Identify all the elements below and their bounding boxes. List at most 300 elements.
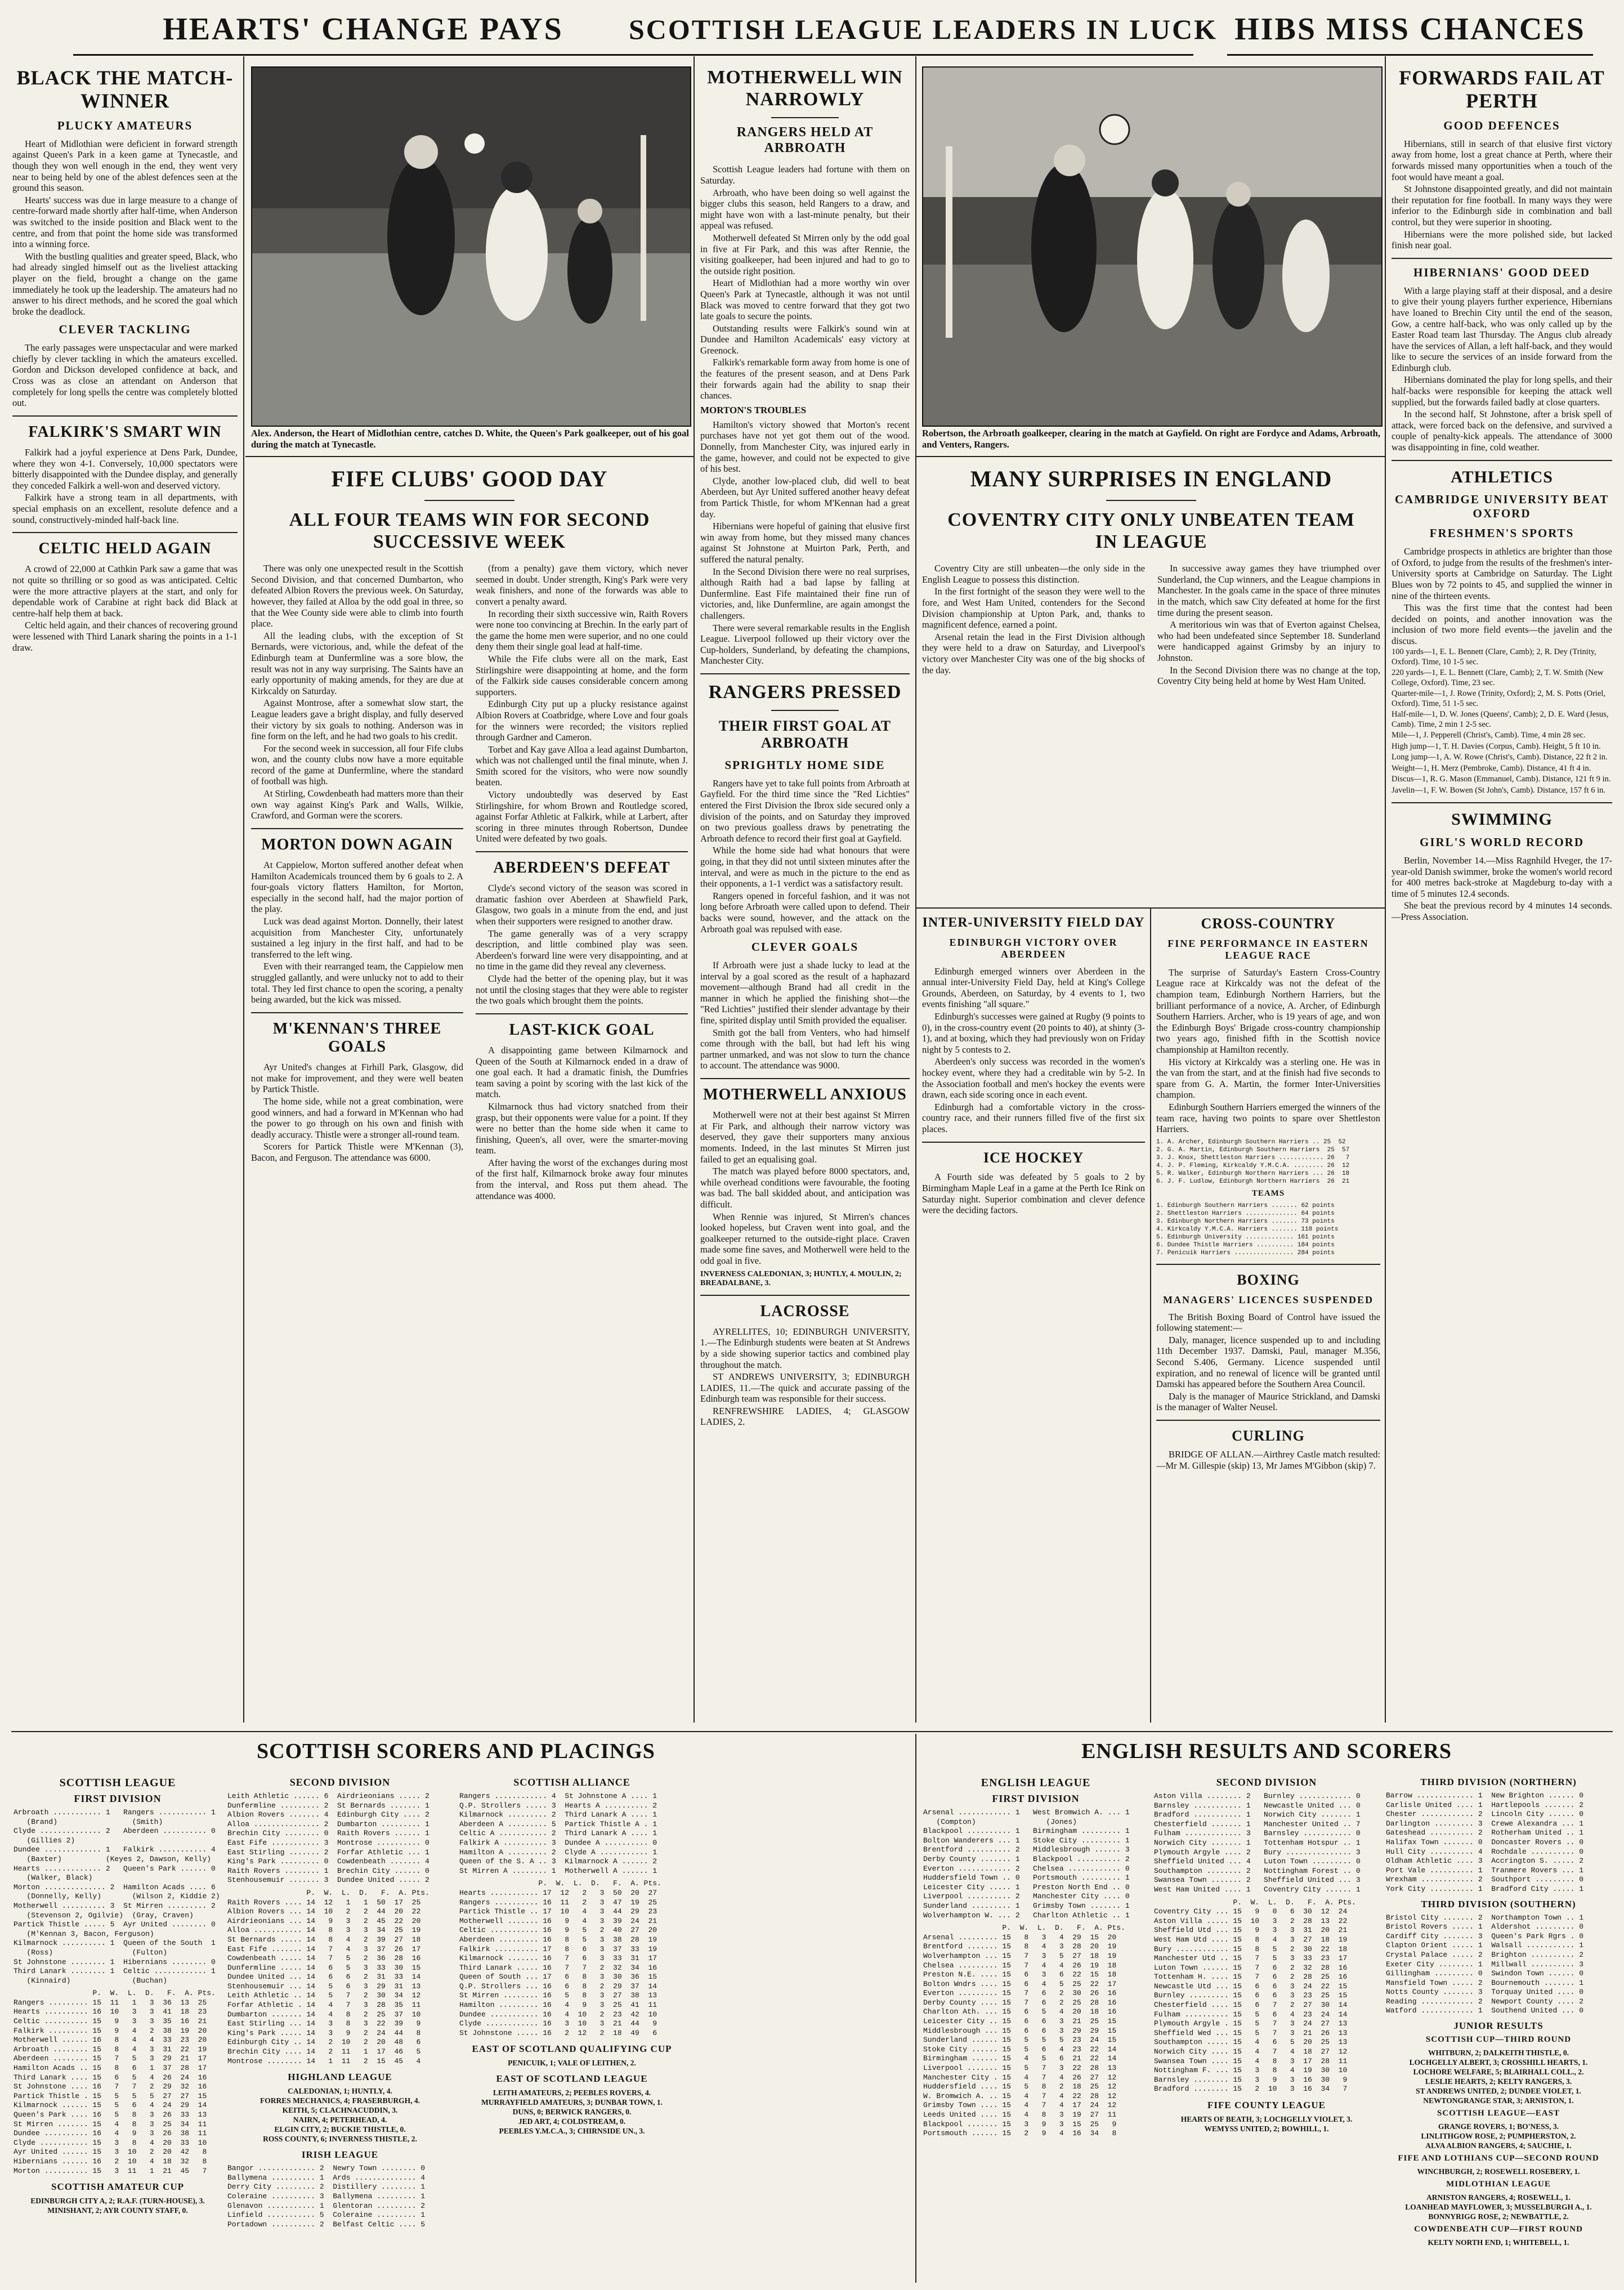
result-line: Barnsley ........... 1 Newcastle United ... 0 [1154, 1801, 1361, 1810]
result-line: Glenavon ........... 1 Glentoran ......... 2 [227, 2201, 426, 2210]
result-line: Partick Thistle ..... 5 Ayr United ........ 0 [14, 1920, 216, 1929]
fife-headline-2: ALL FOUR TEAMS WIN FOR SECOND SUCCESSIVE WEEK [289, 509, 650, 553]
col1-para: Celtic held again, and their chances of recovering ground were lessened with Third Lanark sharing the points in a 1-1 draw. [12, 620, 238, 653]
scorers-col-1 [14, 1773, 222, 2283]
result-line: Liverpool .......... 2 Manchester City .... 0 [923, 1892, 1130, 1901]
scorers-headline: SCOTTISH SCORERS AND PLACINGS [257, 1739, 655, 1763]
crosscountry-section [1156, 913, 1380, 1724]
result-line: LOCHGELLY ALBERT, 3; CROSSHILL HEARTS, 1. [1409, 2058, 1588, 2067]
headline-divider [771, 117, 839, 118]
result-line: Q.P. Strollers ..... 3 Hearts A .......... 2 [459, 1801, 657, 1810]
table-row: Third Lanark ..... 16 7 7 2 32 34 16 [459, 1963, 657, 1972]
anxious-para: When Rennie was injured, St Mirren's chances looked hopeless, but Craven went into goal, and the goalkeeper returned to the outside-right place. Craven made some fine saves, and Motherwell were held to the odd goal in five. [700, 1211, 910, 1266]
headline-divider [771, 710, 839, 711]
aberdeen-para: The game generally was of a very scrappy description, and little combined play was seen. Aberdeen's forward line were very disappointing, and at no time in the game did they reveal any cleverness. [476, 928, 688, 972]
result-line: Swansea Town ....... 2 Sheffield United ... 3 [1154, 1876, 1361, 1885]
motherwell-para: Scottish League leaders had fortune with them on Saturday. [700, 164, 910, 186]
midlothian-label: MIDLOTHIAN LEAGUE [1446, 2180, 1551, 2189]
highland-league-results [227, 2086, 453, 2144]
morton-headline: MORTON DOWN AGAIN [261, 835, 453, 853]
lacrosse-para: ST ANDREWS UNIVERSITY, 3; EDINBURGH LADIES, 11.—The quick and accurate passing of the Edinburgh team was responsible for their success. [700, 1371, 910, 1405]
scorers-col-3 [459, 1773, 685, 2283]
crosscountry-team-line: 7. Penicuik Harriers ................ 284 points [1156, 1249, 1335, 1256]
result-line: West Ham United .... 1 Coventry City ...... 1 [1154, 1885, 1361, 1894]
table-row: Coventry City ... 15 9 0 6 30 12 24 [1154, 1907, 1348, 1916]
table-row: Chesterfield .... 15 6 7 2 27 30 14 [1154, 2001, 1348, 2010]
table-row: Cowdenbeath ..... 14 7 5 2 36 28 16 [227, 1954, 421, 1963]
col6-subhead-2: HIBERNIANS' GOOD DEED [1413, 265, 1590, 279]
result-line: LOCHORE WELFARE, 5; BLAIRHALL COLL., 2. [1413, 2068, 1584, 2077]
result-line: LOANHEAD MAYFLOWER, 3; MUSSELBURGH A., 1. [1405, 2203, 1592, 2212]
third-north-label: THIRD DIVISION (NORTHERN) [1420, 1777, 1577, 1787]
result-line: Watford ............ 1 Southend United ... 0 [1386, 2006, 1584, 2015]
result-line: Derry City ......... 2 Distillery ........ 1 [227, 2182, 426, 2191]
table-row: St Mirren ....... 15 4 8 3 25 34 11 [14, 2119, 207, 2128]
athletics-result-line: Discus—1, R. G. Mason (Emmanuel, Camb). Distance, 121 ft 9 in. [1392, 775, 1611, 784]
result-line: Everton ............ 2 Chelsea ............ 0 [923, 1864, 1130, 1873]
morton-para: At Cappielow, Morton suffered another defeat when Hamilton Academicals trounced them by 6 goals to 2. A four-goals victory flatters Hamilton, for Morton, especially in the second half, had the major portion of the play. [251, 860, 463, 915]
pressed-headline-2: THEIR FIRST GOAL AT ARBROATH [718, 718, 892, 751]
table-row: Falkirk ......... 15 9 4 2 38 19 20 [14, 2026, 207, 2035]
table-row: Birmingham ...... 15 4 5 6 21 22 14 [923, 2054, 1117, 2063]
table-row: Portsmouth ...... 15 2 9 4 16 34 8 [923, 2129, 1117, 2138]
result-line: Fulham ............. 3 Barnsley ........... 0 [1154, 1829, 1361, 1838]
result-line: Oldham Athletic .... 3 Accrington S. ..... 2 [1386, 1857, 1584, 1866]
table-row: East Fife ....... 14 7 4 3 37 26 17 [227, 1944, 421, 1953]
result-line: Albion Rovers ....... 4 Edinburgh City .... 2 [227, 1810, 430, 1819]
match-photo-tynecastle [251, 66, 691, 427]
motherwell-para: Clyde, another low-placed club, did well to beat Aberdeen, but Ayr United suffered another heavy defeat from Partick Thistle, for whom M'Kennan had a great day. [700, 475, 910, 520]
table-row: Motherwell ...... 16 8 4 4 33 23 20 [14, 2036, 207, 2045]
table-row: Third Lanark .... 15 6 5 4 26 24 16 [14, 2073, 207, 2082]
boxing-para: Daly, manager, licence suspended up to and including 11th December 1937. Damski, Paul, manager M.356, Second S.406, Germany. Licence suspended until expiration, and no renewal of licence will be granted until Damski has appeared before the Southern Area Council. [1156, 1334, 1380, 1390]
result-line: (Donnelly, Kelly) (Wilson 2, Kiddie 2) [14, 1892, 220, 1901]
crosscountry-para: His victory at Kirkcaldy was a sterling one. He was in the van from the start, and at the finish had five seconds to spare from G. A. Martin, the former Inter-Universities champion. [1156, 1056, 1380, 1101]
table-row: Albion Rovers ... 14 10 2 2 44 20 22 [227, 1907, 421, 1916]
column-rule [915, 1734, 916, 2283]
result-line: Clyde .............. 2 Aberdeen .......... 0 [14, 1827, 216, 1836]
pressed-subhead: SPRIGHTLY HOME SIDE [724, 758, 885, 772]
lacrosse-headline: LACROSSE [760, 1302, 850, 1320]
result-line: LESLIE HEARTS, 2; KELTY RANGERS, 3. [1425, 2077, 1572, 2086]
result-line: Carlisle United .... 1 Hartlepools ....... 2 [1386, 1800, 1584, 1809]
photo-2-caption: Robertson, the Arbroath goalkeeper, clearing in the match at Gayfield. On right are Fordyce and Adams, Arbroath, and Venters, Rangers. [922, 428, 1380, 450]
pressed-para: Rangers opened in forceful fashion, and it was not long before Arbroath were called upon to defend. Their backs were sound, however, and the attack on the Arbroath goal was repulsed with ease. [700, 890, 910, 934]
result-line: JED ART, 4; COLDSTREAM, 0. [518, 2117, 626, 2126]
athletics-result-line: Javelin—1, F. W. Bowen (St John's, Camb). Distance, 157 ft 6 in. [1392, 785, 1606, 795]
result-line: ST ANDREWS UNITED, 2; DUNDEE VIOLET, 1. [1416, 2087, 1581, 2096]
english-col-2 [1154, 1773, 1379, 2283]
result-line: Aberdeen A ......... 5 Partick Thistle A . 1 [459, 1819, 657, 1828]
result-line: (M'Kennan 3, Bacon, Ferguson) [14, 1929, 154, 1938]
mkennan-headline: M'KENNAN'S THREE GOALS [272, 1019, 442, 1055]
table-row: Falkirk .......... 17 8 6 3 37 33 19 [459, 1944, 657, 1953]
table-row: Bolton Wndrs .... 15 6 4 5 25 22 17 [923, 1979, 1117, 1988]
cowdenbeath-cup-label: COWDENBEATH CUP—FIRST ROUND [1414, 2225, 1583, 2234]
pressed-para: While the home side had what honours that were going, in that they did not until sixteen minutes after the interval, and were as much in the picture to the end as their opponents, a 1-1 verdict was a satisfactory result. [700, 845, 910, 889]
swimming-para: She beat the previous record by 4 minutes 14 seconds.—Press Association. [1392, 900, 1612, 922]
athletics-result-line: Quarter-mile—1, J. Rowe (Trinity, Oxford); 2, M. S. Potts (Oriel, Oxford). Time, 51 1-5 sec. [1392, 689, 1606, 708]
col1-para: Heart of Midlothian were deficient in forward strength against Queen's Park in a keen game at Tynecastle, and though they won well enough in the end, they went very near to being held by one of the ablest defences seen at the ground this season. [12, 138, 238, 194]
table-row: Wolverhampton ... 15 7 3 5 27 18 19 [923, 1951, 1117, 1960]
result-line: Leith Athletic ...... 6 Airdrieonians ..... 2 [227, 1792, 430, 1800]
east-league-label: EAST OF SCOTLAND LEAGUE [496, 2073, 648, 2085]
result-line: Southampton ........ 2 Nottingham Forest .. 0 [1154, 1866, 1361, 1875]
table-row: West Ham Utd .... 15 8 4 3 27 18 19 [1154, 1935, 1348, 1944]
result-line: Wrexham ............ 2 Southport ......... 0 [1386, 1875, 1584, 1884]
fife-para: In recording their sixth successive win, Raith Rovers were none too convincing at Brechin. In the early part of the game the home men were superior, and no one could deny them their single goal lead at half-time. [476, 608, 688, 652]
table-row: St Bernards ..... 14 8 4 2 39 27 18 [227, 1935, 421, 1944]
result-line: Wolverhampton W. ... 2 Charlton Athletic .. 1 [923, 1911, 1130, 1920]
table-row: Grimsby Town .... 15 4 7 4 17 24 12 [923, 2101, 1117, 2110]
crosscountry-teams [1156, 1202, 1380, 1257]
england-body [922, 563, 1380, 688]
table-row: East Stirling ... 14 3 8 3 22 39 9 [227, 2019, 421, 2028]
result-line: Chesterfield ....... 1 Manchester United .. 7 [1154, 1819, 1361, 1828]
motherwell-para: Falkirk's remarkable form away from home is one of the features of the present season, and at Dens Park their forwards again had the ability to snap their chances. [700, 357, 910, 401]
result-line: MURRAYFIELD AMATEURS, 3; DUNBAR TOWN, 1. [481, 2098, 663, 2107]
athletics-subhead-2: FRESHMEN'S SPORTS [1429, 526, 1574, 540]
boxing-para: The British Boxing Board of Control have issued the following statement:— [1156, 1311, 1380, 1334]
fife-para: While the Fife clubs were all on the mark, East Stirlingshire were disappointing at home, and the form of the Falkirk side causes considerable concern among supporters. [476, 653, 688, 697]
divider [700, 1295, 910, 1296]
result-line: Crystal Palace ..... 2 Brighton .......... 2 [1386, 1950, 1584, 1959]
morton-para: Even with their rearranged team, the Cappielow men struggled gallantly, and were unlucky not to add to their total. They led first chance to open the scoring, a penalty being awarded, but the kick was missed. [251, 961, 463, 1005]
result-line: (Compton) (Jones) [923, 1817, 1077, 1826]
result-line: East Stirling ....... 2 Forfar Athletic ... 1 [227, 1848, 430, 1857]
table-row: Hearts .......... 16 10 3 3 41 18 23 [14, 2007, 207, 2016]
table-row: W. Bromwich A. .. 15 4 7 4 22 28 12 [923, 2091, 1117, 2100]
table-row: Aston Villa ..... 15 10 3 2 28 13 22 [1154, 1916, 1348, 1925]
result-line: BONNYRIGG ROSE, 2; NEWBATTLE, 2. [1428, 2212, 1569, 2221]
result-line: Linfield ........... 5 Coleraine ......... 1 [227, 2211, 426, 2220]
headline-divider [424, 500, 515, 501]
result-line: Falkirk A .......... 3 Dundee A .......... 0 [459, 1838, 657, 1847]
result-line: Brentford .......... 2 Middlesbrough ...... 3 [923, 1845, 1130, 1854]
result-line: KELTY NORTH END, 1; WHITEBELL, 1. [1428, 2238, 1569, 2247]
east-qualifying-label: EAST OF SCOTLAND QUALIFYING CUP [472, 2043, 672, 2055]
second-division-table [227, 1898, 453, 2067]
table-row: Edinburgh City .. 14 2 10 2 20 48 6 [227, 2038, 421, 2047]
col1-headline: BLACK THE MATCH-WINNER [16, 66, 234, 113]
table-row: Middlesbrough ... 15 6 6 3 29 29 15 [923, 2026, 1117, 2035]
result-line: Gillingham ......... 0 Swindon Town ...... 0 [1386, 1969, 1584, 1978]
motherwell-para: Motherwell defeated St Mirren only by the odd goal in five at Fir Park, and this was after Rennie, the visiting goalkeeper, had been injured and had to go to the outside right position. [700, 232, 910, 276]
junior-sub-label: SCOTTISH CUP—THIRD ROUND [1425, 2035, 1572, 2045]
result-line: Bristol Rovers ..... 1 Aldershot ......... 0 [1386, 1922, 1584, 1931]
english-col-3 [1386, 1773, 1611, 2283]
fife-body [251, 563, 688, 1202]
result-line: Kilmarnock ......... 2 Third Lanark A .... 1 [459, 1810, 657, 1819]
table-row: Motherwell ....... 16 9 4 3 39 24 21 [459, 1916, 657, 1925]
table-row: Luton Town ...... 15 7 6 2 32 28 16 [1154, 1963, 1348, 1972]
table-row: Huddersfield .... 15 5 8 2 18 25 12 [923, 2082, 1117, 2091]
table-row: Bradford ........ 15 2 10 3 16 34 7 [1154, 2085, 1348, 2094]
crosscountry-result-line: 3. J. Knox, Shettleston Harriers ............ 26 7 [1156, 1154, 1350, 1161]
east-junior-results [1386, 2122, 1611, 2150]
alliance-label: SCOTTISH ALLIANCE [513, 1777, 630, 1788]
motherwell-para: There were several remarkable results in the English League. Liverpool followed up their victory over the Cup-holders, Sunderland, by defeating the champions, Manchester City. [700, 622, 910, 667]
divider [700, 1078, 910, 1079]
table-row: St Johnstone ..... 16 2 12 2 18 49 6 [459, 2028, 657, 2037]
result-line: LINLITHGOW ROSE, 2; PUMPHERSTON, 2. [1421, 2132, 1576, 2141]
crosscountry-team-line: 3. Edinburgh Northern Harriers ....... 73 points [1156, 1218, 1335, 1225]
result-line: Aston Villa ........ 2 Burnley ............ 0 [1154, 1792, 1361, 1800]
divider [251, 828, 463, 829]
england-para: Arsenal retain the lead in the First Division although they were held to a draw on Saturday, and Liverpool's victory over Manchester City was one of the big shocks of the day. [922, 631, 1145, 676]
motherwell-para: Hamilton's victory showed that Morton's recent purchases have not yet got them out of the wood. Donnelly, from Manchester City, was injured early in the game, however, and could not be expected to give of his best. [700, 419, 910, 475]
english-first-table-head: P. W. L. D. F. A. Pts. [923, 1924, 1125, 1933]
section-rule [11, 1731, 1613, 1732]
table-row: Clyde ........... 15 3 8 4 20 33 10 [14, 2138, 207, 2147]
result-line: Norwich City ....... 1 Tottenham Hotspur .. 1 [1154, 1838, 1361, 1847]
table-row: Leith Athletic .. 14 5 7 2 30 34 12 [227, 1991, 421, 2000]
icehockey-headline: ICE HOCKEY [983, 1149, 1084, 1166]
athletics-result-line: Mile—1, J. Pepperell (Christ's, Camb). Time, 4 min 28 sec. [1392, 731, 1586, 740]
result-line: DUNS, 0; BERWICK RANGERS, 0. [512, 2108, 632, 2117]
result-line: Third Lanark ........ 1 Celtic ............ 1 [14, 1967, 216, 1976]
crosscountry-result-line: 2. G. A. Martin, Edinburgh Southern Harriers 25 57 [1156, 1146, 1350, 1153]
table-row: Airdrieonians ... 14 9 3 2 45 22 20 [227, 1916, 421, 1925]
table-row: Kilmarnock ....... 16 7 6 3 33 31 17 [459, 1954, 657, 1963]
fife-para: At Stirling, Cowdenbeath had matters more than their own way against King's Park and Walls, Wilkie, Crawford, and Gorman were the scorers. [251, 788, 463, 821]
result-line: Darlington ......... 3 Crewe Alexandra ... 1 [1386, 1819, 1584, 1828]
mkennan-para: The home side, while not a great combination, were good winners, and had a forward in M'Kennan who had the power to go through on his own and finish with deadly accuracy. Thistle were a stronger all-round team. [251, 1095, 463, 1140]
col6-subhead: GOOD DEFENCES [1443, 118, 1560, 132]
table-row: King's Park ..... 14 3 9 2 24 44 8 [227, 2028, 421, 2037]
result-line: Brechin City ........ 0 Raith Rovers ...... 1 [227, 1829, 430, 1838]
curling-headline: CURLING [1232, 1428, 1305, 1444]
banner-left-text: HEARTS' CHANGE PAYS [163, 12, 563, 47]
crosscountry-headline: CROSS-COUNTRY [1201, 915, 1336, 932]
anxious-footer: INVERNESS CALEDONIAN, 3; HUNTLY, 4. MOULIN, 2; BREADALBANE, 3. [700, 1269, 902, 1287]
fife-col-b [476, 563, 688, 1202]
table-row: Charlton Ath. ... 15 6 5 4 20 18 16 [923, 2007, 1117, 2016]
fife-para: Edinburgh City put up a plucky resistance against Albion Rovers at Coatbridge, where Love and four goals for the winners were recorded; the visitors replied through Gardner and Cameron. [476, 699, 688, 743]
result-line: Raith Rovers ........ 1 Brechin City ...... 0 [227, 1866, 430, 1875]
result-line: ALVA ALBION RANGERS, 4; SAUCHIE, 1. [1425, 2141, 1572, 2150]
col1-para: Hearts' success was due in large measure to a change of centre-forward made shortly after half-time, when Anderson was switched to the inside position and Black went to the centre, and from that point the home side was transformed into a winning force. [12, 194, 238, 250]
english-second-results [1154, 1792, 1379, 1895]
result-line: KEITH, 5; CLACHNACUDDIN, 3. [282, 2106, 398, 2115]
result-line: Arbroath ........... 1 Rangers ........... 1 [14, 1808, 216, 1817]
pressed-para: If Arbroath were just a shade lucky to lead at the interval by a goal scored as the result of a haphazard movement—although Brand had all credit in the manner in which he applied the finishing shot—the "Red Lichties" justified their slender advantage by their fine, spirited display until Smith provided the equaliser. [700, 960, 910, 1026]
divider [12, 532, 238, 533]
result-line: NEWTONGRANGE STAR, 3; ARNISTON, 1. [1423, 2096, 1574, 2105]
fife-cup-label: FIFE AND LOTHIANS CUP—SECOND ROUND [1398, 2154, 1599, 2163]
result-line: King's Park ......... 0 Cowdenbeath ....... 4 [227, 1857, 430, 1866]
second-division-table-head: P. W. L. D. F. A. Pts. [227, 1888, 430, 1897]
england-para: In successive away games they have triumphed over Sunderland, the Cup winners, and the League champions in Manchester. In the goals came in the space of three minutes in the match, which saw City defeated at home for the first time during the present season. [1157, 563, 1380, 618]
interuni-para: Edinburgh had a comfortable victory in the cross-country race, and their runners filled five of the first six places. [922, 1101, 1145, 1134]
interuni-para: Edinburgh emerged winners over Aberdeen in the annual inter-University Field Day, held at King's College Grounds, Aberdeen, on Saturday, by 4 events to 1, two events finishing "all square." [922, 965, 1145, 1010]
result-line: WINCHBURGH, 2; ROSEWELL ROSEBERY, 1. [1417, 2167, 1580, 2176]
england-para: In the Second Division there was no change at the top, Coventry City being held at home by West Ham United. [1157, 664, 1380, 687]
match-photo-gayfield [922, 66, 1383, 427]
crosscountry-subhead: FINE PERFORMANCE IN EASTERN LEAGUE RACE [1167, 937, 1369, 961]
pressed-subhead-2: CLEVER GOALS [751, 940, 859, 954]
result-line: Port Vale .......... 1 Tranmere Rovers ... 1 [1386, 1866, 1584, 1875]
table-row: Dundee .......... 16 4 9 3 26 38 11 [14, 2129, 207, 2138]
table-row: Plymouth Argyle . 15 5 7 3 24 27 13 [1154, 2019, 1348, 2028]
result-line: Mansfield Town ..... 2 Bournemouth ....... 1 [1386, 1978, 1584, 1987]
result-line: Notts County ....... 3 Torquay United .... 0 [1386, 1988, 1584, 1997]
crosscountry-result-line: 4. J. P. Fleming, Kirkcaldy Y.M.C.A. ........ 26 12 [1156, 1162, 1350, 1169]
athletics-para: This was the first time that the contest had been decided on points, and another innovation was the inclusion of two more field events—the javelin and the discus. [1392, 602, 1612, 646]
banner-center [628, 5, 1218, 56]
fife-county-results [1154, 2114, 1379, 2134]
column-rule [1385, 56, 1386, 1723]
fife-para: Victory undoubtedly was deserved by East Stirlingshire, for whom Brown and Routledge scored, against Forfar Athletic at Falkirk, while at Larbert, after scoring in three minutes through Robertson, Dundee United were defeated by two goals. [476, 789, 688, 844]
table-row: Arsenal ......... 15 8 3 4 29 15 20 [923, 1933, 1117, 1942]
cowdenbeath-cup-results [1386, 2238, 1611, 2247]
table-row: Manchester City . 15 4 7 4 26 27 12 [923, 2073, 1117, 2082]
result-line: Chester ............ 2 Lincoln City ...... 0 [1386, 1810, 1584, 1819]
irish-league-results [227, 2164, 453, 2229]
result-line: Sunderland ......... 1 Grimsby Town ....... 1 [923, 1901, 1130, 1910]
table-row: Brentford ....... 15 8 4 3 28 20 19 [923, 1942, 1117, 1951]
table-row: St Mirren ........ 16 5 8 3 27 38 13 [459, 1991, 657, 2000]
column-rule [243, 56, 244, 1723]
column-3 [700, 62, 910, 1728]
mkennan-para: Scorers for Partick Thistle were M'Kennan (3), Bacon, and Ferguson. The attendance was 6000. [251, 1141, 463, 1163]
table-row: Fulham .......... 15 5 6 4 23 24 14 [1154, 2010, 1348, 2019]
irish-league-label: IRISH LEAGUE [301, 2149, 379, 2161]
table-row: Stoke City ...... 15 5 6 4 23 22 14 [923, 2045, 1117, 2054]
table-row: Morton .......... 15 3 11 1 21 45 7 [14, 2166, 207, 2175]
athletics-result-line: Half-mile—1, D. W. Jones (Queens', Camb); 2, D. E. Ward (Jesus, Camb). Time, 2 min 1 2-5 sec. [1392, 710, 1609, 729]
mkennan-para: Ayr United's changes at Firhill Park, Glasgow, did not make for improvement, and they were well beaten by Partick Thistle. [251, 1062, 463, 1095]
junior-label: JUNIOR RESULTS [1453, 2020, 1544, 2032]
table-row: Partick Thistle .. 17 10 4 3 44 29 23 [459, 1907, 657, 1916]
section-rule [916, 456, 1385, 457]
result-line: Barrow ............. 1 New Brighton ...... 0 [1386, 1791, 1584, 1800]
result-line: Plymouth Argyle .... 2 Bury ............... 3 [1154, 1848, 1361, 1857]
athletics-result-line: Weight—1, H. Merz (Pembroke, Camb). Distance, 41 ft 4 in. [1392, 763, 1591, 773]
table-row: Dundee ........... 16 4 10 2 23 42 10 [459, 2010, 657, 2019]
english-first-table [923, 1933, 1148, 2139]
table-row: Derby County .... 15 7 6 2 25 28 16 [923, 1998, 1117, 2007]
swimming-para: Berlin, November 14.—Miss Ragnhild Hveger, the 17-year-old Danish swimmer, broke the women's world record for 400 metres back-stroke at Magdeburg to-day with a time of 5 minutes 12.4 seconds. [1392, 855, 1612, 899]
table-row: Swansea Town .... 15 4 8 3 17 28 11 [1154, 2056, 1348, 2065]
result-line: Dundee ............. 1 Falkirk ........... 4 [14, 1845, 216, 1854]
result-line: (Ross) (Fulton) [14, 1948, 168, 1957]
athletics-para: Cambridge prospects in athletics are brighter than those of Oxford, to judge from the results of the freshmen's inter-University sports at Cambridge on Saturday. The Light Blues won by 72 points to 45, and supplied the winner in nine of the thirteen events. [1392, 546, 1612, 601]
col6-para: Hibernians were the more polished side, but lacked finish near goal. [1392, 229, 1612, 251]
result-line: Halifax Town ....... 0 Doncaster Rovers .. 0 [1386, 1837, 1584, 1846]
result-line: Bangor ............. 2 Newry Town ........ 0 [227, 2164, 426, 2173]
col6-para: Hibernians, still in search of that elusive first victory away from home, lost a great chance at Perth, where their forwards missed many opportunities when a touch of the foot would have meant a goal. [1392, 138, 1612, 182]
fife-para: There was only one unexpected result in the Scottish Second Division, and that concerned Dumbarton, who defeated Albion Rovers the previous week. On Saturday, however, they failed at Alloa by the odd goal in three, so that the Wee County side were able to climb into fourth place. [251, 563, 463, 629]
east-league-results [459, 2088, 685, 2136]
motherwell-headline: MOTHERWELL WIN NARROWLY [707, 67, 903, 110]
anxious-para: Motherwell were not at their best against St Mirren at Fir Park, and although their narrow victory was deserved, they gave their supporters many anxious moments. Indeed, in the last minutes St Mirren just failed to get an equalising goal. [700, 1110, 910, 1165]
section-rule [245, 456, 694, 457]
table-row: Leicester City .. 15 6 6 3 21 25 15 [923, 2017, 1117, 2026]
motherwell-para: Hibernians were hopeful of gaining that elusive first win away from home, but they missed many chances against St Johnstone at Muirton Park, Perth, and suffered the natural penalty. [700, 521, 910, 565]
result-line: FORRES MECHANICS, 4; FRASERBURGH, 4. [260, 2096, 420, 2105]
fife-para: Torbet and Kay gave Alloa a lead against Dumbarton, which was not challenged until the final minute, when J. Smith scored for the visitors, who were now soundly beaten. [476, 744, 688, 788]
highland-league-label: HIGHLAND LEAGUE [288, 2072, 392, 2083]
column-6 [1392, 62, 1612, 1728]
athletics-subhead: CAMBRIDGE UNIVERSITY BEAT OXFORD [1394, 493, 1609, 521]
scottish-league-label: SCOTTISH LEAGUE [59, 1777, 176, 1789]
crosscountry-para: Edinburgh Southern Harriers emerged the winners of the team race, having two points to spare over Shettleston Harriers. [1156, 1102, 1380, 1135]
lastkick-para: Kilmarnock thus had victory snatched from their grasp, but their opponents were value for a point. If they were no better than the home side when it came to finishing, Queen's, all over, were the smarter-moving team. [476, 1101, 688, 1156]
result-line: ARNISTON RANGERS, 4; ROSEWELL, 1. [1426, 2193, 1571, 2202]
divider [1156, 1264, 1380, 1265]
boxing-para: Daly is the manager of Maurice Strickland, and Damski is the manager of Walter Neusel. [1156, 1390, 1380, 1413]
crosscountry-result-line: 1. A. Archer, Edinburgh Southern Harriers .. 25 52 [1156, 1138, 1346, 1146]
table-row: Blackpool ....... 15 3 9 3 15 25 9 [923, 2119, 1117, 2128]
fife-section [251, 462, 688, 1723]
table-row: Celtic ........... 16 9 5 2 40 27 20 [459, 1926, 657, 1935]
result-line: Rangers ............ 4 St Johnstone A .... 1 [459, 1792, 657, 1800]
table-row: Leeds United .... 15 4 8 3 19 27 11 [923, 2110, 1117, 2119]
alliance-table [459, 1889, 685, 2038]
table-row: St Johnstone .... 16 7 7 2 29 32 16 [14, 2082, 207, 2091]
pressed-para: Smith got the ball from Venters, who had himself come through with the ball, but had left his wing partner unmarked, and was not slow to turn the chance to account. The attendance was 9000. [700, 1027, 910, 1071]
result-line: (Walker, Black) [14, 1873, 93, 1882]
table-row: Kilmarnock ...... 15 5 6 4 24 29 14 [14, 2101, 207, 2110]
col1-subhead-4: CELTIC HELD AGAIN [38, 540, 212, 558]
table-row: Q.P. Strollers ... 16 6 8 2 29 37 14 [459, 1982, 657, 1991]
divider [476, 851, 688, 852]
divider [1392, 258, 1612, 259]
crosscountry-result-line: 6. J. F. Ludlow, Edinburgh Northern Harriers 26 21 [1156, 1178, 1350, 1185]
photo-1-caption: Alex. Anderson, the Heart of Midlothian centre, catches D. White, the Queen's Park goalkeeper, out of his goal during the match at Tynecastle. [251, 428, 689, 450]
result-line: Coleraine .......... 3 Ballymena ......... 1 [227, 2192, 426, 2200]
crosscountry-team-line: 4. Kirkcaldy Y.M.C.A. Harriers ....... 118 points [1156, 1225, 1339, 1233]
motherwell-para: Outstanding results were Falkirk's sound win at Dundee and Hamilton Academicals' easy victory at Greenock. [700, 323, 910, 356]
crosscountry-team-line: 5. Edinburgh University ............. 161 points [1156, 1233, 1335, 1241]
alliance-results [459, 1792, 685, 1876]
english-second-division-label: SECOND DIVISION [1216, 1777, 1317, 1788]
table-row: Tottenham H. .... 15 7 6 2 28 25 16 [1154, 1973, 1348, 1982]
interuni-para: Aberdeen's only success was recorded in the women's hockey event, where they had a creditable win by 5-2. In the Association football and men's hockey the events were drawn, each side scoring once in each event. [922, 1056, 1145, 1101]
column-rule [915, 56, 916, 1723]
lastkick-para: A disappointing game between Kilmarnock and Queen of the South at Kilmarnock ended in a draw of one goal each. It had a dramatic finish, the Dumfries team saving a point by scoring with the last kick of the match. [476, 1044, 688, 1100]
result-line: HEARTS OF BEATH, 3; LOCHGELLY VIOLET, 3. [1180, 2115, 1353, 2123]
table-row: Celtic .......... 15 9 3 3 35 16 21 [14, 2017, 207, 2026]
athletics-result-line: 100 yards—1, E. L. Bennett (Clare, Camb); 2, R. Dey (Trinity, Oxford). Time, 10 1-5 sec. [1392, 647, 1596, 667]
crosscountry-team-line: 2. Shettleston Harriers .............. 64 points [1156, 1210, 1335, 1217]
lastkick-para: After having the worst of the exchanges during most of the first half, Kilmarnock broke away four minutes from the interval, and Ross put them ahead. The attendance was 4000. [476, 1157, 688, 1201]
interuni-section [922, 913, 1145, 1724]
england-para: In the first fortnight of the season they were well to the fore, and West Ham United, contenders for the Second Division championship at Upton Park, and, thanks to magnificent defence, earned a point. [922, 586, 1145, 630]
curling-para: BRIDGE OF ALLAN.—Airthrey Castle match resulted:—Mr M. Gillespie (skip) 13, Mr James M'Gibbon (skip) 7. [1156, 1448, 1380, 1471]
anxious-headline: MOTHERWELL ANXIOUS [703, 1086, 907, 1104]
table-row: Brechin City .... 14 2 11 1 17 46 5 [227, 2047, 421, 2056]
result-line: NAIRN, 4; PETERHEAD, 4. [293, 2115, 387, 2124]
result-line: Motherwell .......... 3 St Mirren ......... 2 [14, 1901, 216, 1910]
anxious-para: The match was played before 8000 spectators, and, while overhead conditions were favourable, the footing was bad. The ball skidded about, and anticipation was difficult. [700, 1166, 910, 1210]
result-line: CALEDONIAN, 1; HUNTLY, 4. [288, 2087, 392, 2096]
result-line: Portadown .......... 2 Belfast Celtic .... 5 [227, 2220, 426, 2229]
crosscountry-para: The surprise of Saturday's Eastern Cross-Country League race at Kirkcaldy was not the defeat of the champion team, Edinburgh Northern Harriers, but the brilliant performance of a novice, A. Archer, of Edinburgh Southern Harriers. Archer, who is 19 years of age, and won the Edinburgh Boys' Brigade cross-country championship two years ago, finished fifth in the Scottish novice championship at Hamilton recently. [1156, 967, 1380, 1055]
result-line: LEITH AMATEURS, 2; PEEBLES ROVERS, 4. [493, 2088, 651, 2097]
aberdeen-headline: ABERDEEN'S DEFEAT [493, 859, 670, 877]
fife-para: Against Montrose, after a somewhat slow start, the League leaders gave a bright display, and fully deserved their victory by six goals to nothing. Anderson was in fine form on the left, and he had two goals to his credit. [251, 697, 463, 742]
col1-para: The early passages were unspectacular and were marked chiefly by clever tackling in which the amateurs excelled. Gordon and Dickson developed confidence at back, and Cross was as close an attendant on Anderson that completely for long spells the centre was completely blotted out. [12, 342, 238, 409]
col1-para: Falkirk had a joyful experience at Dens Park, Dundee, where they won 4-1. Conversely, 10,000 spectators were bitterly disappointed with the Dundee display, and generally they conceded Falkirk a well-won and deserved victory. [12, 447, 238, 491]
result-line: (Baxter) (Keyes 2, Dawson, Kelly) [14, 1854, 212, 1863]
fife-county-label: FIFE COUNTY LEAGUE [1207, 2100, 1326, 2110]
col1-para: Falkirk have a strong team in all departments, with special emphasis on an excellent, resolute defence and a sound, constructively-minded half-back line. [12, 492, 238, 525]
col1-para: A crowd of 22,000 at Cathkin Park saw a game that was not quite so thrilling or so good as was anticipated. Celtic were the more attractive players at the start, and only for dependable work of Carabine at right back did Black at centre-half help them at back. [12, 563, 238, 619]
col6-para: St Johnstone disappointed greatly, and did not maintain their reputation for fine football. In many ways they were inferior to the Edinburgh side in combination and ball control, but they were superior in shooting. [1392, 184, 1612, 227]
col1-subhead: PLUCKY AMATEURS [57, 118, 193, 132]
